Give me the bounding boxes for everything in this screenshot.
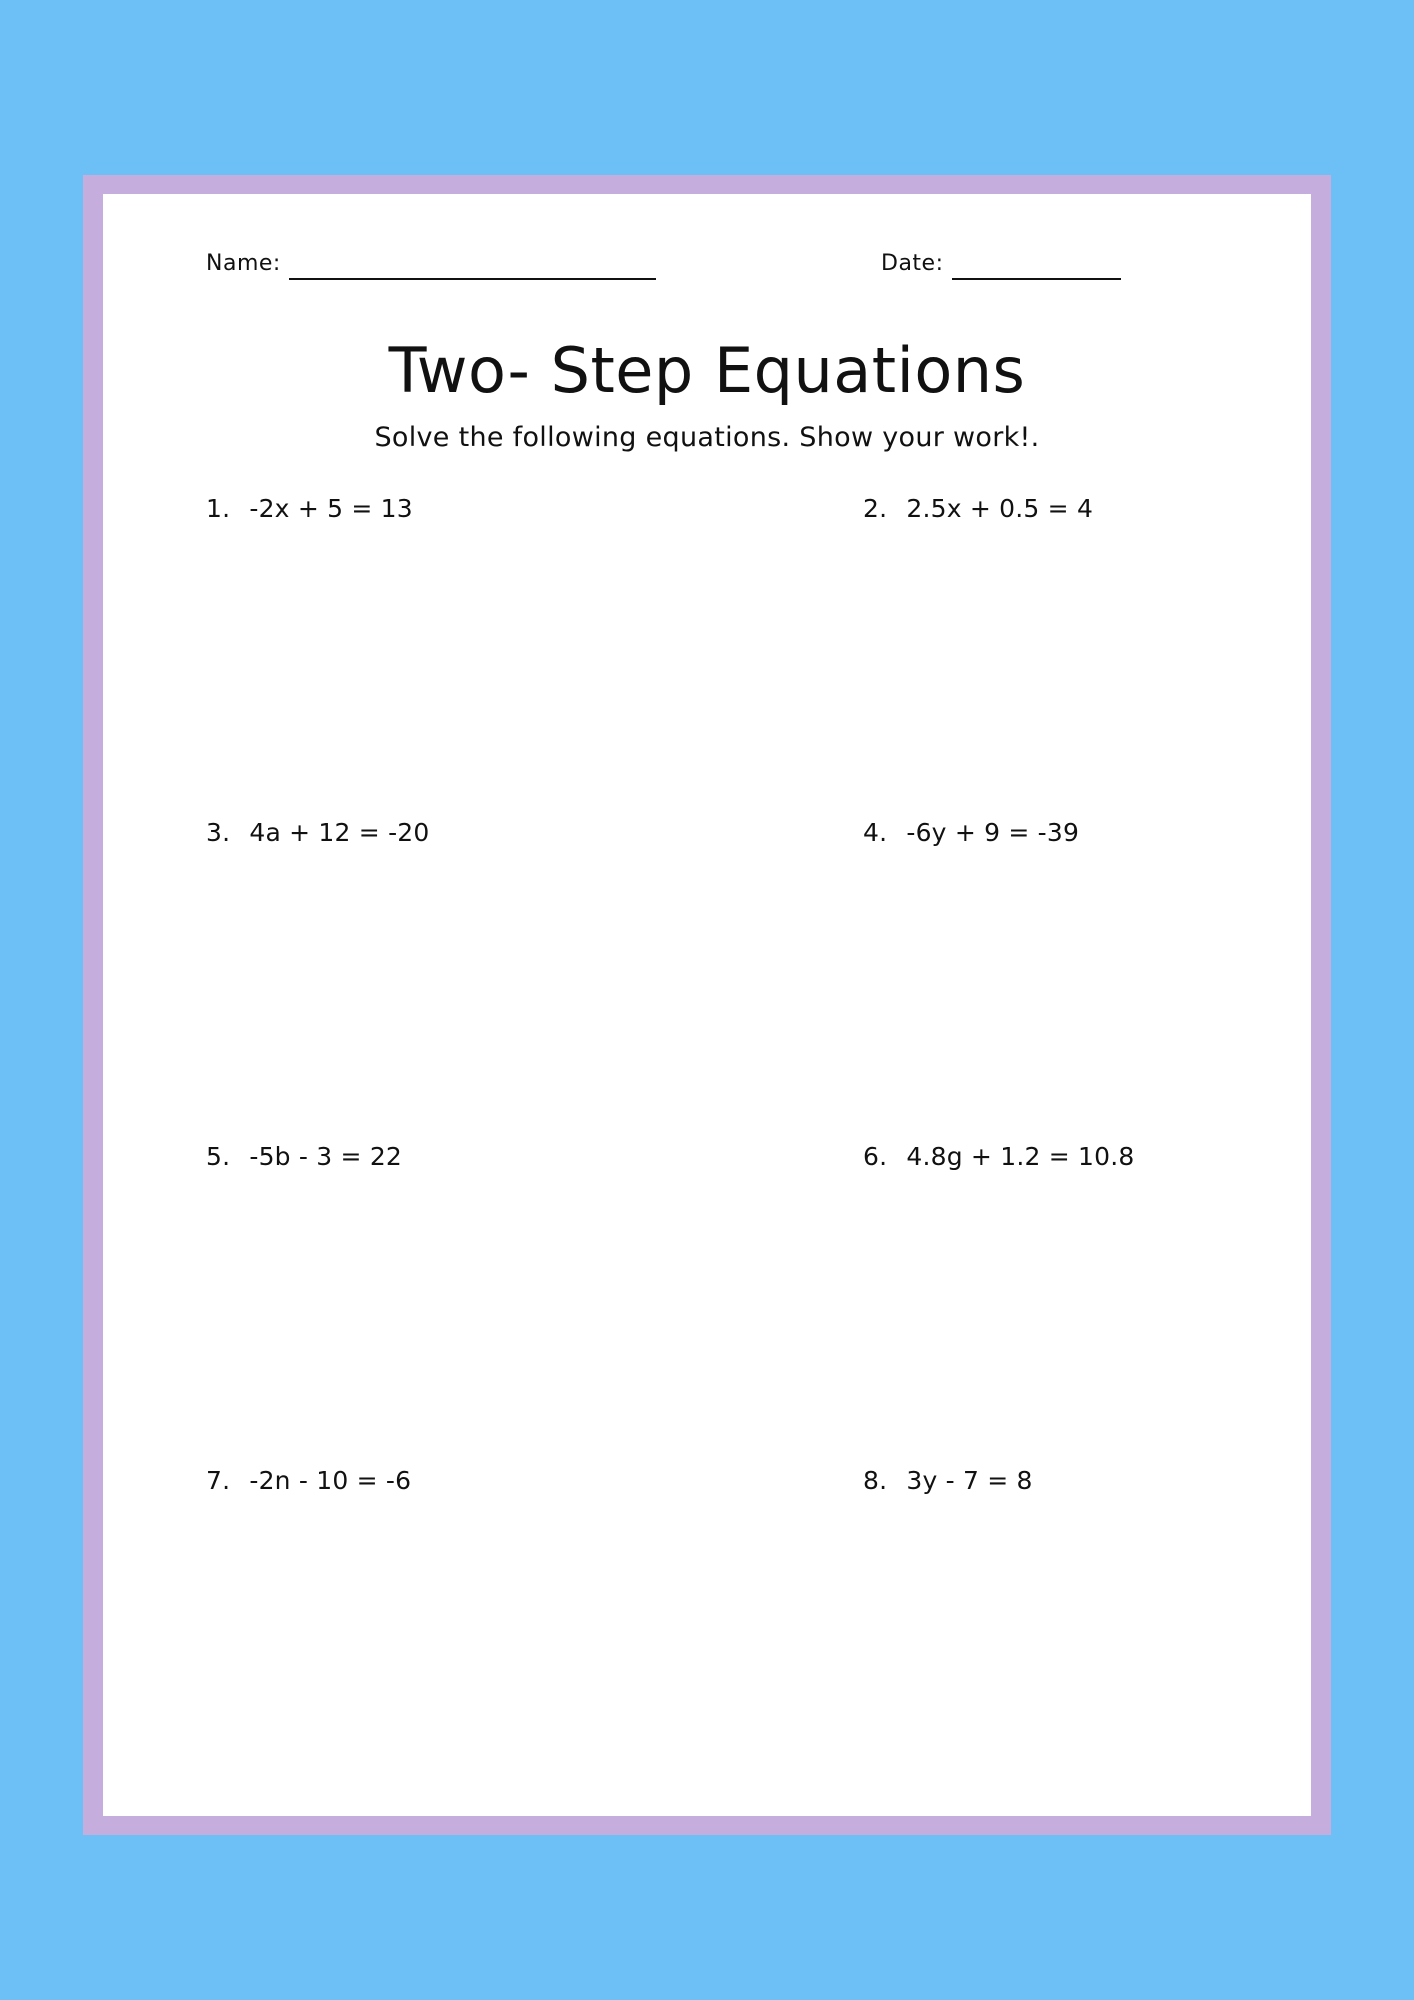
name-label: Name: (206, 251, 281, 276)
problem-number-8: 8. (863, 1466, 888, 1495)
problem-equation-6: 4.8g + 1.2 = 10.8 (906, 1142, 1135, 1171)
problem-row (206, 494, 1266, 818)
name-input-line[interactable] (289, 250, 656, 280)
problem-item-2 (736, 494, 1266, 818)
date-input-line[interactable] (952, 250, 1122, 280)
instructions-text: Solve the following equations. Show your work!. (374, 422, 1040, 453)
problem-equation-3: 4a + 12 = -20 (249, 818, 430, 847)
problem-item-7 (206, 1466, 736, 1790)
problem-item-6 (736, 1142, 1266, 1466)
problem-number-5: 5. (206, 1142, 231, 1171)
date-field[interactable] (881, 250, 1121, 280)
problem-equation-2: 2.5x + 0.5 = 4 (906, 494, 1094, 523)
problem-equation-4: -6y + 9 = -39 (906, 818, 1080, 847)
page-title: Two- Step Equations (388, 334, 1026, 407)
name-field[interactable] (206, 250, 656, 280)
problem-item-3 (206, 818, 736, 1142)
problem-row (206, 1466, 1266, 1790)
problem-row (206, 818, 1266, 1142)
problem-item-4 (736, 818, 1266, 1142)
problem-number-4: 4. (863, 818, 888, 847)
problems-grid (206, 494, 1266, 1790)
problem-number-2: 2. (863, 494, 888, 523)
problem-row (206, 1142, 1266, 1466)
date-label: Date: (881, 251, 944, 276)
problem-equation-7: -2n - 10 = -6 (249, 1466, 412, 1495)
problem-number-6: 6. (863, 1142, 888, 1171)
worksheet-sheet (103, 194, 1311, 1816)
problem-item-5 (206, 1142, 736, 1466)
problem-number-3: 3. (206, 818, 231, 847)
worksheet-header (206, 250, 1266, 310)
problem-equation-1: -2x + 5 = 13 (249, 494, 413, 523)
problem-number-7: 7. (206, 1466, 231, 1495)
problem-item-8 (736, 1466, 1266, 1790)
problem-item-1 (206, 494, 736, 818)
problem-number-1: 1. (206, 494, 231, 523)
problem-equation-8: 3y - 7 = 8 (906, 1466, 1033, 1495)
worksheet-frame (83, 175, 1331, 1835)
problem-equation-5: -5b - 3 = 22 (249, 1142, 403, 1171)
